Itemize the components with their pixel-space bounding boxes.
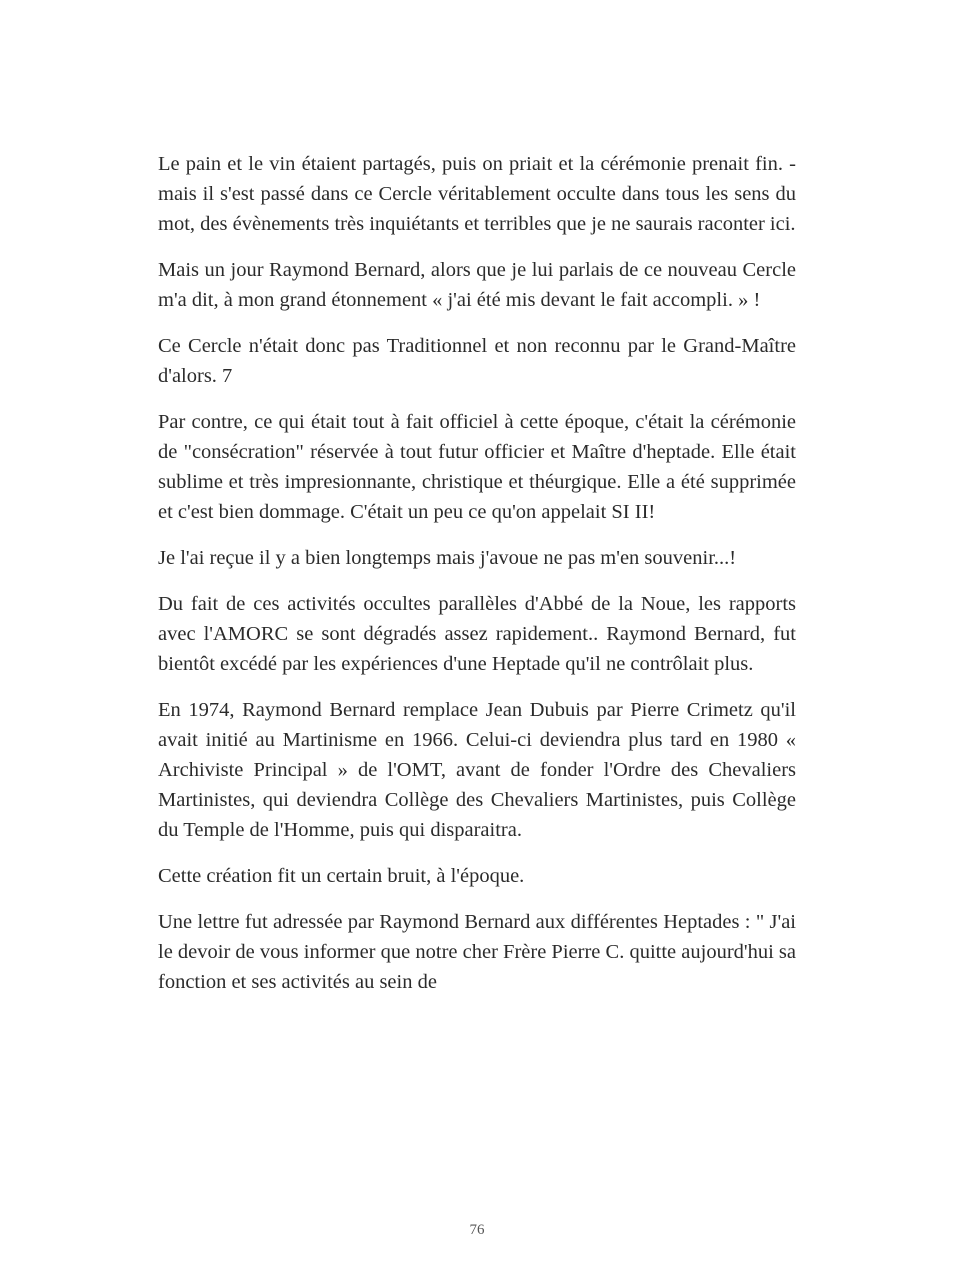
paragraph-4: Par contre, ce qui était tout à fait officiel à cette époque, c'était la cérémonie de "consécration" réservée à tout futur officier et Maître d'heptade. Elle était sublime et très impresionnante, christique et théurgique. Elle a été supprimée et c'est bien dommage. C'était un peu ce qu'on appelait SI II!	[158, 411, 796, 523]
paragraph-7: En 1974, Raymond Bernard remplace Jean Dubuis par Pierre Crimetz qu'il avait initié au Martinisme en 1966. Celui-ci deviendra plus tard en 1980 « Archiviste Principal » de l'OMT, avant de fonder l'Ordre des Chevaliers Martinistes, qui deviendra Collège des Chevaliers Martinistes, puis Collège du Temple de l'Homme, puis qui disparaitra.	[158, 699, 796, 841]
paragraph-8: Cette création fit un certain bruit, à l'époque.	[158, 865, 525, 887]
page-number: 76	[469, 1222, 485, 1238]
paragraph-6: Du fait de ces activités occultes parallèles d'Abbé de la Noue, les rapports avec l'AMORC se sont dégradés assez rapidement.. Raymond Bernard, fut bientôt excédé par les expériences d'une Heptade qu'il ne contrôlait plus.	[158, 593, 796, 675]
paragraph-9: Une lettre fut adressée par Raymond Bernard aux différentes Heptades : " J'ai le devoir de vous informer que notre cher Frère Pierre C. quitte aujourd'hui sa fonction et ses activités au sein de	[158, 911, 796, 993]
body-text	[158, 149, 796, 1013]
paragraph-2: Mais un jour Raymond Bernard, alors que je lui parlais de ce nouveau Cercle m'a dit, à mon grand étonnement « j'ai été mis devant le fait accompli. » !	[158, 259, 796, 311]
paragraph-1: Le pain et le vin étaient partagés, puis on priait et la cérémonie prenait fin. - mais il s'est passé dans ce Cercle véritablement occulte dans tous les sens du mot, des évènements très inquiétants et terribles que je ne saurais raconter ici.	[158, 153, 796, 235]
paragraph-3: Ce Cercle n'était donc pas Traditionnel et non reconnu par le Grand-Maître d'alors. 7	[158, 335, 796, 387]
paragraph-5: Je l'ai reçue il y a bien longtemps mais j'avoue ne pas m'en souvenir...!	[158, 547, 737, 569]
